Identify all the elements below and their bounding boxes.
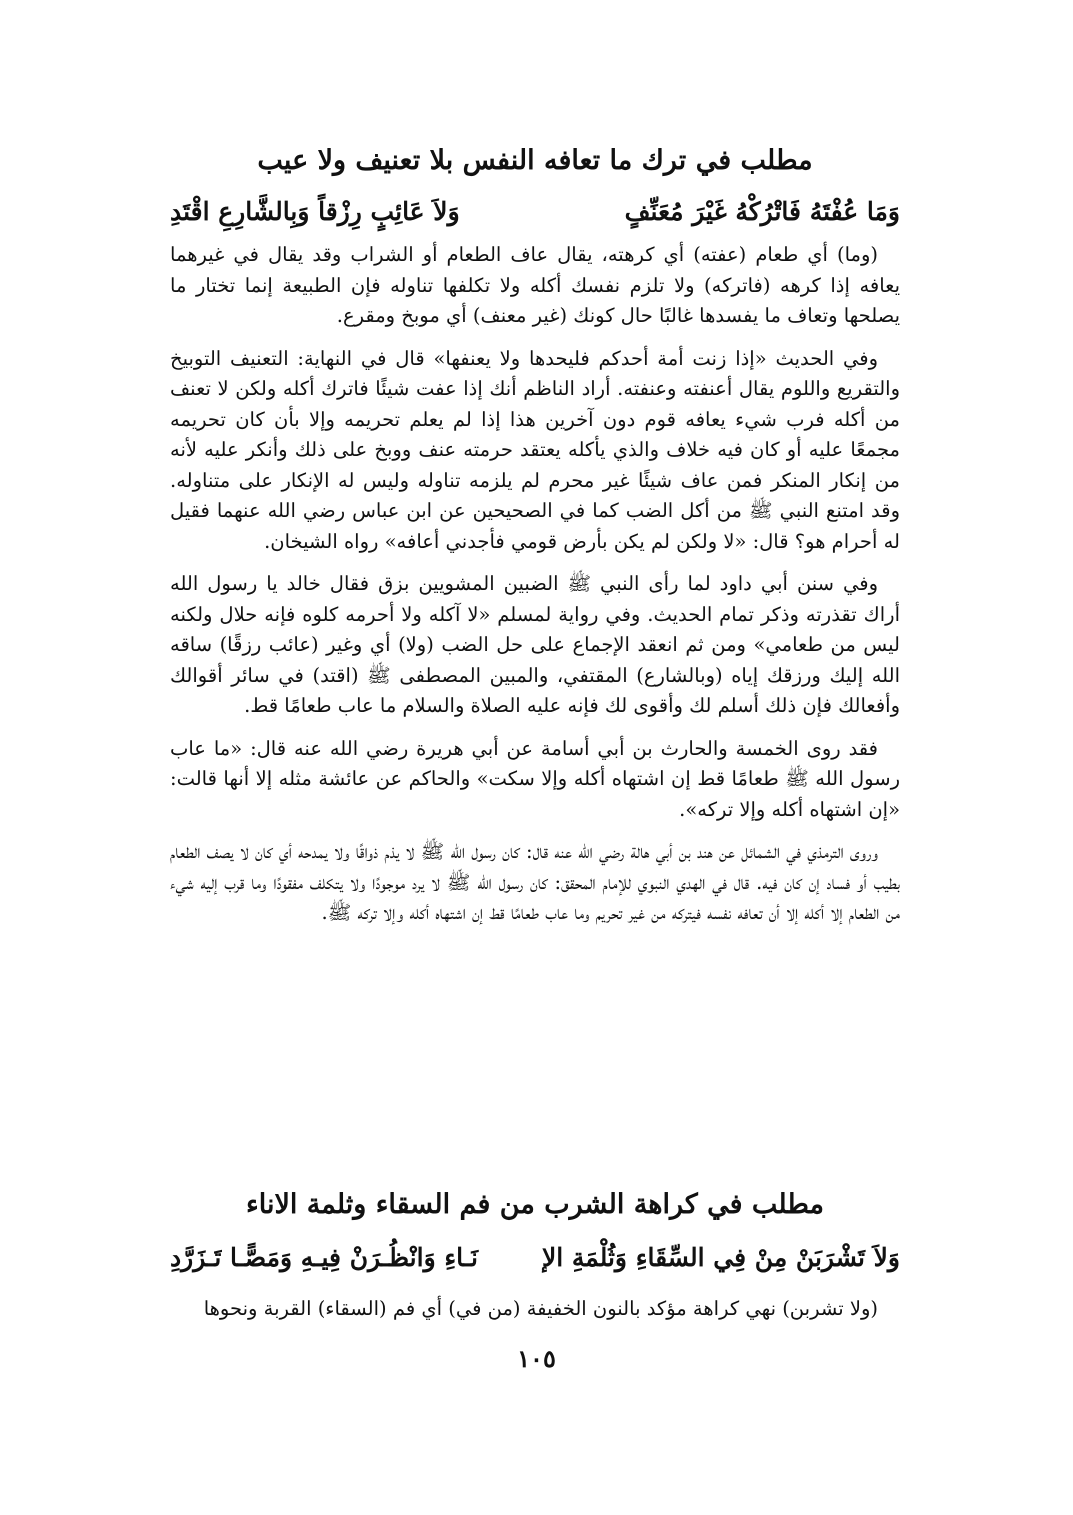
paragraph: وروى الترمذي في الشمائل عن هند بن أبي هالة رضي الله عنه قال: كان رسول الله ﷺ لا يذم ذواقًا ولا يمدحه أي كان لا يصف الطعام بطيب أو فساد إن كان فيه. قال في الهدي النبوي للإمام المحقق: كان رسول الله ﷺ لا يرد موجودًا ولا يتكلف مفقودًا وما قرب إليه شيء من الطعام إلا أكله إلا أن تعافه نفسه فيتركه من غير تحريم وما عاب طعامًا قط إن اشتهاه أكله وإلا تركه ﷺ.: [170, 840, 900, 924]
verse-2-first-hemistich: وَلاَ تَشْرَبَنْ مِنْ فِي السِّقَاءِ وَثُلْمَةِ الإ: [541, 1243, 900, 1272]
page-number: ١٠٥: [517, 1344, 556, 1373]
section-2-body: [170, 1294, 900, 1325]
paragraph: (وما) أي طعام (عفته) أي كرهته، يقال عاف الطعام أو الشراب وقد يقال في غيرهما يعافه إذا كرهه (فاتركه) ولا تلزم نفسك أكله ولا تكلفها تناوله فإن الطبيعة إنما تختار ما يصلحها وتعاف ما يفسدها غالبًا حال كونك (غير معنف) أي موبخ ومقرع.: [170, 243, 900, 327]
section-1-body: [170, 240, 900, 929]
paragraph: وفي سنن أبي داود لما رأى النبي ﷺ الضبين المشويين بزق فقال خالد يا رسول الله أراك تقذرته وذكر تمام الحديث. وفي رواية لمسلم «لا آكله ولا أحرمه كلوه فإنه حلال ولكنه ليس من طعامي» ومن ثم انعقد الإجماع على حل الضب (ولا) أي وغير (عائب رزقًا) ساقه الله إليك ورزقك إياه (وبالشارع) المقتفي، والمبين المصطفى ﷺ (اقتد) في سائر أقوالك وأفعالك فإن ذلك أسلم لك وأقوى لك فإنه عليه الصلاة والسلام ما عاب طعامًا قط.: [170, 572, 900, 717]
verse-1-second-hemistich: وَلاَ عَائِبٍ رِزْقاً وَبِالشَّارِعِ اقْتَدِ: [170, 197, 460, 226]
verse-1-first-hemistich: وَمَا عُفْتَهُ فَاتْرُكْهُ غَيْرَ مُعَنِّفٍ: [624, 197, 900, 226]
section-heading-2: مطلب في كراهة الشرب من فم السقاء وثلمة الاناء: [246, 1189, 824, 1220]
paragraph: وفي الحديث «إذا زنت أمة أحدكم فليحدها ولا يعنفها» قال في النهاية: التعنيف التوبيخ والتقريع واللوم يقال أعنفته وعنفته. أراد الناظم أنك إذا عفت شيئًا فاترك أكله ولكن لا تعنف من أكله فرب شيء يعافه قوم دون آخرين هذا إذا لم يعلم تحريمه وإلا بأن كان تحريمه مجمعًا عليه أو كان فيه خلاف والذي يأكله يعتقد حرمته عنف ووبخ على ذلك وأنكر عليه لأنه من إنكار المنكر فمن عاف شيئًا غير محرم لم يلزمه تناوله وليس له الإنكار على متناوله. وقد امتنع النبي ﷺ من أكل الضب كما في الصحيحين عن ابن عباس رضي الله عنهما فقيل له أحرام هو؟ قال: «لا ولكن لم يكن بأرض قومي فأجدني أعافه» رواه الشيخان.: [170, 346, 900, 553]
verse-line-2: [170, 1238, 900, 1278]
paragraph: فقد روى الخمسة والحارث بن أبي أسامة عن أبي هريرة رضي الله عنه قال: «ما عاب رسول الله ﷺ طعامًا قط إن اشتهاه أكله وإلا سكت» والحاكم عن عائشة مثله إلا أنها قالت: «إن اشتهاه أكله وإلا تركه».: [170, 736, 900, 821]
verse-line-1: [170, 192, 900, 232]
section-heading-1: مطلب في ترك ما تعافه النفس بلا تعنيف ولا عيب: [257, 145, 813, 176]
paragraph: (ولا تشربن) نهي كراهة مؤكد بالنون الخفيفة (من في) أي فم (السقاء) القربة ونحوها: [203, 1297, 878, 1320]
verse-2-second-hemistich: نَـاءِ وَانْظُـرَنْ فِيـهِ وَمَصًّـا تَـزَرَّدِ: [170, 1243, 479, 1272]
